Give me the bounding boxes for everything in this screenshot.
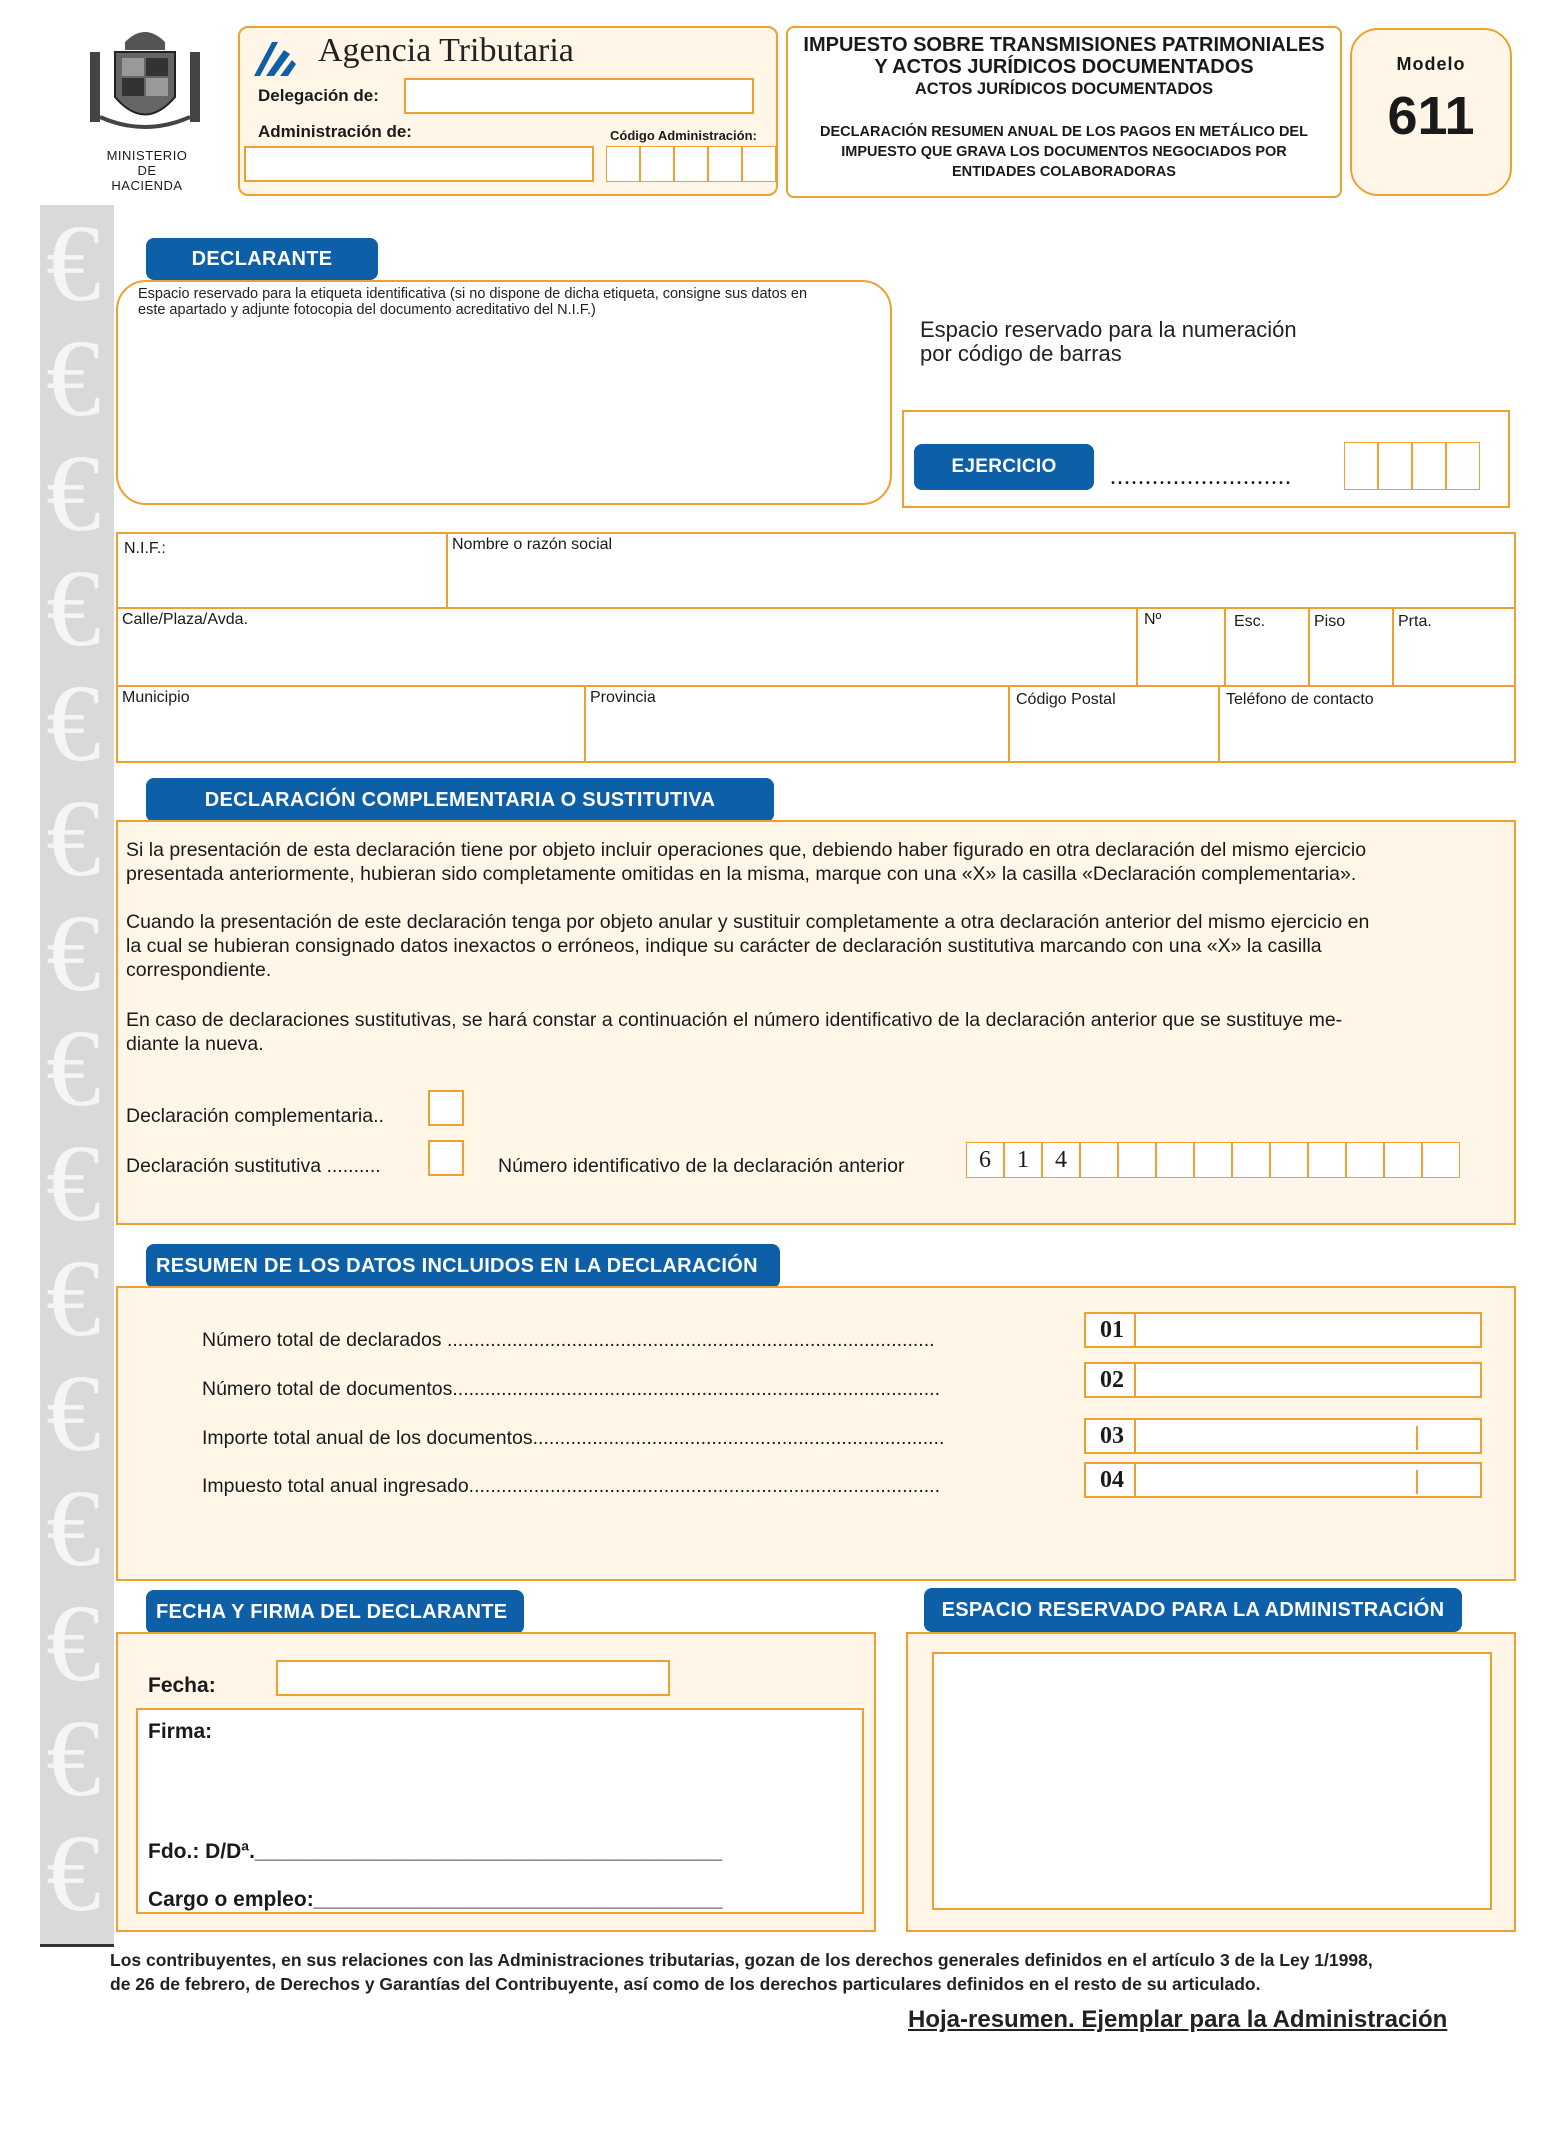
calle-label: Calle/Plaza/Avda. xyxy=(122,611,248,628)
firma-section-header: FECHA Y FIRMA DEL DECLARANTE xyxy=(146,1590,524,1634)
numero-anterior-digit[interactable] xyxy=(1118,1142,1156,1178)
fecha-label: Fecha: xyxy=(148,1674,216,1697)
piso-label: Piso xyxy=(1314,613,1346,630)
fecha-field[interactable] xyxy=(276,1660,670,1696)
tax-title-line1: IMPUESTO SOBRE TRANSMISIONES PATRIMONIALES xyxy=(803,34,1325,56)
administration-label: Administración de: xyxy=(258,122,412,141)
admin-code-label: Código Administración: xyxy=(610,128,757,143)
numero-anterior-label: Número identificativo de la declaración anterior xyxy=(498,1155,905,1177)
complementaria-checkbox-label: Declaración complementaria.. xyxy=(126,1105,384,1127)
rights-notice: Los contribuyentes, en sus relaciones con las Administraciones tributarias, gozan de los derechos generales definidos en el artículo 3 de la Ley 1/1998, de 26 de febrero, de Derechos y Garantías del Contribuyente, así como de los derechos particulares definidos en el resto de su articulado. xyxy=(110,1950,1373,1994)
delegation-field[interactable] xyxy=(404,78,754,114)
resumen-row-4-field[interactable] xyxy=(1084,1462,1482,1498)
resumen-row-3-field[interactable] xyxy=(1084,1418,1482,1454)
code-divider xyxy=(1134,1314,1136,1346)
provincia-field[interactable] xyxy=(584,685,1010,763)
resumen-code-04: 04 xyxy=(1100,1467,1124,1493)
numero-anterior-digit: 1 xyxy=(1004,1142,1042,1178)
telefono-label: Teléfono de contacto xyxy=(1226,691,1374,708)
tax-title-line2: Y ACTOS JURÍDICOS DOCUMENTADOS xyxy=(874,56,1254,78)
numero-anterior-digit[interactable] xyxy=(1346,1142,1384,1178)
complementaria-section-header: DECLARACIÓN COMPLEMENTARIA O SUSTITUTIVA xyxy=(146,778,774,822)
firma-label: Firma: xyxy=(148,1720,213,1743)
nif-label: N.I.F.: xyxy=(124,540,166,557)
complementaria-checkbox[interactable] xyxy=(428,1090,464,1126)
decorative-euro-strip xyxy=(40,205,114,1945)
description-line1: DECLARACIÓN RESUMEN ANUAL DE LOS PAGOS EN METÁLICO DEL xyxy=(820,124,1308,140)
puerta-field[interactable] xyxy=(1392,607,1516,687)
numero-anterior-digit[interactable] xyxy=(1308,1142,1346,1178)
modelo-number: 611 xyxy=(1387,86,1475,146)
admin-code-cell[interactable] xyxy=(606,146,640,182)
admin-code-cell[interactable] xyxy=(708,146,742,182)
admin-code-cells xyxy=(606,146,776,182)
ministry-name: MINISTERIO DE HACIENDA xyxy=(106,148,188,193)
ejercicio-dots: .......................... xyxy=(1110,464,1292,490)
firma-inner-box xyxy=(136,1708,864,1914)
modelo-box xyxy=(1350,28,1512,196)
escalera-field[interactable] xyxy=(1224,607,1310,687)
barcode-space-label: Espacio reservado para la numeración por código de barras xyxy=(920,317,1297,366)
administracion-box xyxy=(906,1632,1516,1932)
puerta-label: Prta. xyxy=(1398,613,1432,630)
delegation-label: Delegación de: xyxy=(258,86,379,105)
codigo-postal-label: Código Postal xyxy=(1016,691,1116,708)
calle-field[interactable] xyxy=(116,607,1138,687)
numero-anterior-digit[interactable] xyxy=(1080,1142,1118,1178)
firma-box xyxy=(116,1632,876,1932)
numero-anterior-digit[interactable] xyxy=(1270,1142,1308,1178)
municipio-field[interactable] xyxy=(116,685,586,763)
ejercicio-digit-cell[interactable] xyxy=(1378,442,1412,490)
complementaria-paragraph-2: Cuando la presentación de este declaración tenga por objeto anular y sustituir completamente a otra declaración anterior del mismo ejercicio en la cual se hubieran consignado datos inexactos o erróneos, indique su carácter de declaración sustitutiva marcando con una «X» la casilla correspondiente. xyxy=(126,911,1370,981)
resumen-code-02: 02 xyxy=(1100,1367,1124,1393)
resumen-row-1-field[interactable] xyxy=(1084,1312,1482,1348)
provincia-label: Provincia xyxy=(590,689,656,706)
copy-label: Hoja-resumen. Ejemplar para la Administración xyxy=(908,2006,1448,2033)
tax-title-line3: ACTOS JURÍDICOS DOCUMENTADOS xyxy=(914,80,1214,98)
agency-logo-icon xyxy=(252,40,298,78)
cargo-line[interactable]: Cargo o empleo:___________________________________ xyxy=(148,1888,723,1911)
ejercicio-digit-cell[interactable] xyxy=(1344,442,1378,490)
numero-anterior-digit[interactable] xyxy=(1194,1142,1232,1178)
decimal-divider xyxy=(1416,1426,1418,1450)
fdo-line[interactable]: Fdo.: D/Dª.________________________________________ xyxy=(148,1840,723,1863)
codigo-postal-field[interactable] xyxy=(1008,685,1220,763)
decimal-divider xyxy=(1416,1470,1418,1494)
code-divider xyxy=(1134,1464,1136,1496)
complementaria-box xyxy=(116,820,1516,1225)
administration-field[interactable] xyxy=(244,146,594,182)
admin-code-cell[interactable] xyxy=(742,146,776,182)
nombre-field[interactable] xyxy=(446,532,1516,609)
code-divider xyxy=(1134,1364,1136,1396)
resumen-row-3-label: Importe total anual de los documentos............................................................................ xyxy=(202,1427,945,1449)
modelo-label: Modelo xyxy=(1396,54,1466,74)
code-divider xyxy=(1134,1420,1136,1452)
ejercicio-box xyxy=(902,410,1510,508)
ejercicio-digit-cell[interactable] xyxy=(1446,442,1480,490)
identification-label-space xyxy=(116,280,892,505)
escalera-label: Esc. xyxy=(1234,613,1266,630)
resumen-row-2-label: Número total de documentos.......................................................................................... xyxy=(202,1378,940,1400)
numero-anterior-cells xyxy=(966,1142,1460,1178)
administracion-section-header: ESPACIO RESERVADO PARA LA ADMINISTRACIÓN xyxy=(924,1588,1462,1632)
agency-header-box xyxy=(238,26,778,196)
complementaria-paragraph-1: Si la presentación de esta declaración tiene por objeto incluir operaciones que, debiendo haber figurado en otra declaración del mismo ejercicio presentada anteriormente, hubieran sido completamente omitidas en la misma, marque con una «X» la casilla «Declaración complementaria». xyxy=(126,839,1367,885)
nombre-label: Nombre o razón social xyxy=(452,536,613,553)
sustitutiva-checkbox-label: Declaración sustitutiva .......... xyxy=(126,1155,381,1177)
euro-pattern-icon xyxy=(40,205,114,1945)
telefono-field[interactable] xyxy=(1218,685,1516,763)
nif-field[interactable] xyxy=(116,532,448,609)
admin-code-cell[interactable] xyxy=(640,146,674,182)
resumen-row-1-label: Número total de declarados .......................................................................................... xyxy=(202,1329,935,1351)
resumen-code-01: 01 xyxy=(1100,1317,1124,1343)
numero-anterior-digit: 4 xyxy=(1042,1142,1080,1178)
tax-title-box xyxy=(786,26,1342,198)
resumen-code-03: 03 xyxy=(1100,1423,1124,1449)
numero-anterior-digit: 6 xyxy=(966,1142,1004,1178)
ejercicio-digit-cell[interactable] xyxy=(1412,442,1446,490)
municipio-label: Municipio xyxy=(122,689,190,706)
description-line3: ENTIDADES COLABORADORAS xyxy=(952,164,1176,180)
ejercicio-label: EJERCICIO xyxy=(914,444,1094,490)
numero-anterior-digit[interactable] xyxy=(1156,1142,1194,1178)
resumen-row-2-field[interactable] xyxy=(1084,1362,1482,1398)
agency-name: Agencia Tributaria xyxy=(318,32,574,69)
resumen-section-header: RESUMEN DE LOS DATOS INCLUIDOS EN LA DECLARACIÓN xyxy=(146,1244,780,1288)
numero-anterior-digit[interactable] xyxy=(1232,1142,1270,1178)
declarante-section-header: DECLARANTE xyxy=(146,238,378,280)
resumen-row-4-label: Impuesto total anual ingresado....................................................................................... xyxy=(202,1475,941,1497)
sustitutiva-checkbox[interactable] xyxy=(428,1140,464,1176)
resumen-box xyxy=(116,1286,1516,1581)
description-line2: IMPUESTO QUE GRAVA LOS DOCUMENTOS NEGOCIADOS POR xyxy=(841,144,1287,160)
bottom-rule xyxy=(40,1944,114,1947)
coat-of-arms-logo xyxy=(80,22,210,142)
numero-field[interactable] xyxy=(1136,607,1226,687)
numero-anterior-digit[interactable] xyxy=(1384,1142,1422,1178)
numero-anterior-digit[interactable] xyxy=(1422,1142,1460,1178)
label-space-instructions: Espacio reservado para la etiqueta identificativa (si no dispone de dicha etiqueta, consigne sus datos en este apartado y adjunte fotocopia del documento acreditativo del N.I.F.) xyxy=(138,286,808,318)
complementaria-paragraph-3: En caso de declaraciones sustitutivas, se hará constar a continuación el número identificativo de la declaración anterior que se sustituye me- diante la nueva. xyxy=(126,1009,1343,1055)
admin-code-cell[interactable] xyxy=(674,146,708,182)
ejercicio-cells xyxy=(1344,442,1480,490)
numero-label: Nº xyxy=(1144,611,1162,628)
piso-field[interactable] xyxy=(1308,607,1394,687)
administracion-reserved-area xyxy=(932,1652,1492,1910)
